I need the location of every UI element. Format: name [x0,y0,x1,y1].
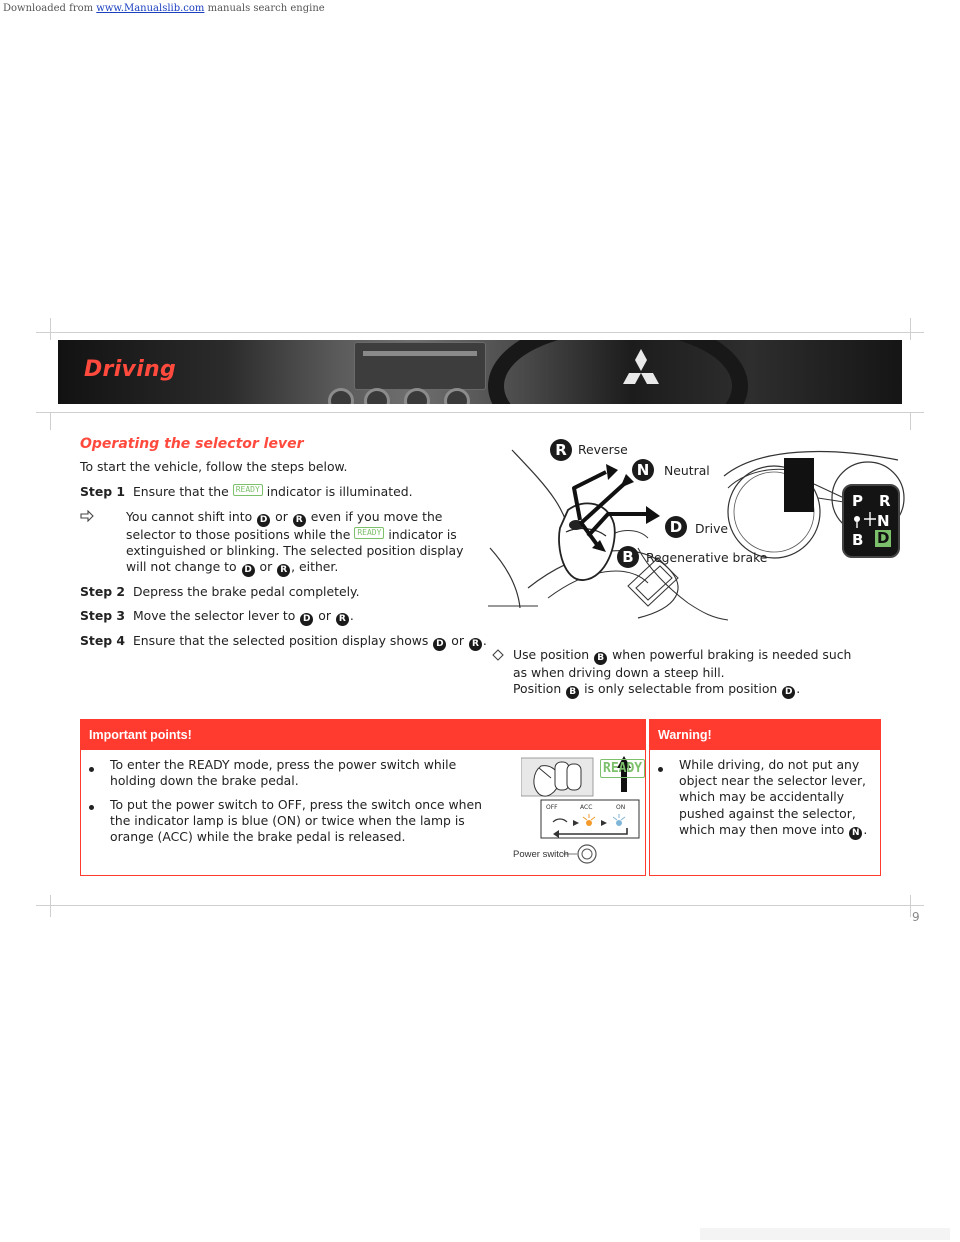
display-p: P [852,492,863,510]
gear-b-icon: B [594,652,607,665]
neutral-label: Neutral [664,463,710,478]
important-bullet-1: To enter the READY mode, press the power switch while holding down the brake pedal. [110,757,457,789]
gear-r-icon: R [293,514,306,527]
section-title: Operating the selector lever [80,436,304,452]
crop-mark [910,412,911,430]
ready-lamp-label: READY [600,759,645,778]
crop-mark [36,332,924,333]
manualslib-link[interactable]: www.Manualslib.com [96,3,205,14]
important-points-box [80,719,646,876]
step-4: Step 4 Ensure that the selected position display shows D or R . [80,633,487,649]
drive-label: Drive [695,521,729,536]
gear-n-icon: N [632,459,654,481]
dashboard-knob-graphic [364,388,390,404]
dashboard-knob-graphic [444,388,470,404]
bullet-dot [89,767,94,772]
warning-heading: Warning! [650,720,880,750]
note-text: You cannot shift into D or R even if you move the selector to those positions while the READY indicator is extinguished or blinking. The selected position display will not change to D or R , either. [126,509,464,576]
display-r: R [879,492,891,510]
gear-b-icon: B [617,546,639,568]
gear-d-icon: D [257,514,270,527]
on-label: ON [616,804,626,811]
gear-r-icon: R [336,613,349,626]
important-bullet-2: To put the power switch to OFF, press the switch once when the indicator lamp is blue (ON) or twice when the lamp is orange (ACC) while the brake pedal is released. [110,797,482,845]
crop-mark [36,905,924,906]
step-3: Step 3 Move the selector lever to D or R . [80,608,354,624]
three-diamond-logo-icon [618,348,664,388]
gear-r-icon: R [277,564,290,577]
gear-n-icon: N [849,827,862,840]
crop-mark [36,412,924,413]
bullet-dot [89,805,94,810]
gear-d-icon: D [782,686,795,699]
crop-mark [910,895,911,917]
crop-mark [910,318,911,340]
dashboard-knob-graphic [328,388,354,404]
display-b: B [852,531,864,549]
intro-text: To start the vehicle, follow the steps below. [80,459,348,474]
reverse-label: Reverse [578,442,628,457]
dashboard-knob-graphic [404,388,430,404]
gear-r-icon: R [550,439,572,461]
important-points-heading: Important points! [81,720,645,750]
dashboard-radio-graphic [354,342,486,390]
acc-label: ACC [580,804,593,811]
section-banner [58,340,902,404]
shift-path-icon [842,484,900,558]
crop-mark [50,412,51,430]
regenerative-brake-label: Regenerative brake [646,550,768,565]
page-title: Driving [84,357,177,382]
page-number: 9 [912,910,920,924]
warning-text: While driving, do not put any object near the selector lever, which may be accidentally pushed against the selector, which may then move into N . [679,757,868,838]
crop-mark [50,895,51,917]
power-switch-label: Power switch [513,849,569,860]
gear-b-icon: B [566,686,579,699]
gear-d-icon: D [433,638,446,651]
ready-indicator-icon: READY [354,527,384,539]
display-d: D [877,529,890,547]
gear-r-icon: R [469,638,482,651]
gear-d-icon: D [242,564,255,577]
display-n: N [877,512,890,530]
footer-watermark-graphic [0,1226,960,1242]
step-2: Step 2 Depress the brake pedal completely. [80,584,360,599]
gear-d-icon: D [300,613,313,626]
regen-tip-text: Use position B when powerful braking is needed such as when driving down a steep hill. Position B is only selectable from position D . [513,647,852,698]
selected-position-display [842,484,900,558]
gear-d-icon: D [665,516,687,538]
hint-diamond-icon [492,649,504,661]
crop-mark [50,318,51,340]
bullet-dot [658,767,663,772]
note-arrow-icon [80,510,94,522]
ready-indicator-icon: READY [233,484,263,496]
download-source-line: Downloaded from www.Manualslib.com manuals search engine [3,3,325,14]
step-1: Step 1 Ensure that the READY indicator is illuminated. [80,484,413,499]
warning-box [649,719,881,876]
off-label: OFF [546,804,558,811]
